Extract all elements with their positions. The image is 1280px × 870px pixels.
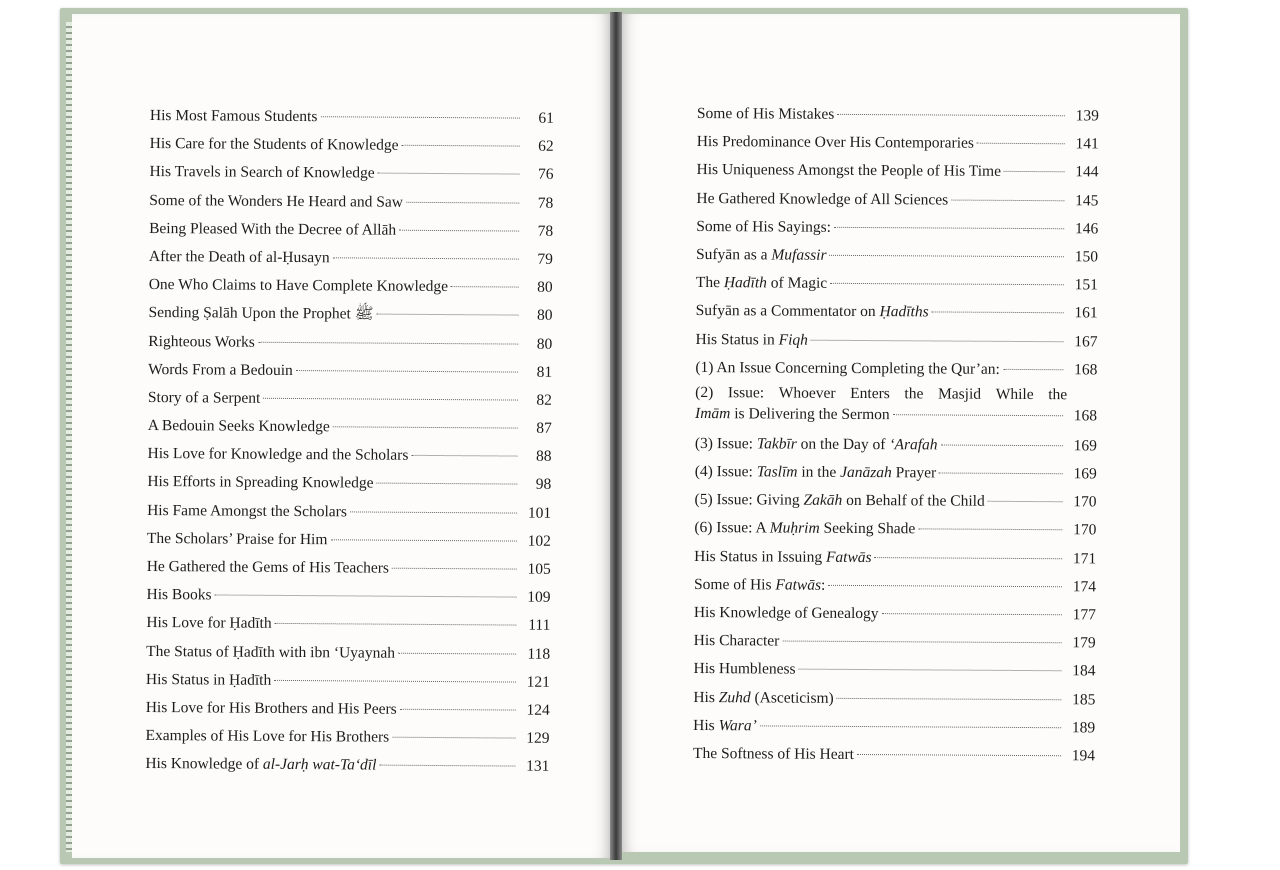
dot-leader [799,669,1062,672]
toc-entry-page-number: 76 [537,166,554,184]
toc-entry-title-text: Sending Ṣalāh Upon the Prophet ﷺ [148,304,374,323]
toc-entry-title-text: He Gathered Knowledge of All Sciences [696,189,949,209]
toc-entry-word: the [904,385,924,403]
toc-entry-title-text: (6) Issue: A [694,519,770,537]
toc-entry[interactable] [695,354,1097,385]
toc-entry[interactable] [149,215,553,246]
toc-entry-page-number: 174 [1072,578,1097,596]
toc-entry-title [146,609,271,638]
toc-entry-title-text: Examples of His Love for His Brothers [145,727,390,746]
toc-entry-title-text: His Character [693,632,780,650]
toc-entry-title-text: (3) Issue: [694,434,757,453]
dot-leader [837,114,1065,116]
toc-entry-title [145,722,389,752]
toc-entry-title-italic: Zuhd [718,688,751,706]
toc-entry[interactable] [148,412,552,443]
dot-leader [988,501,1063,502]
toc-entry-title [694,514,915,543]
toc-entry-title-text: His Love for Ḥadīth [146,614,272,633]
dot-leader [941,444,1063,446]
toc-entry-title [148,327,255,356]
toc-entry-title [149,243,330,272]
toc-entry-word: Enters [850,384,890,403]
dot-leader [392,737,515,739]
toc-entry-title [148,356,293,385]
dot-leader [296,370,518,373]
toc-entry-title-italic: ‘Arafah [889,436,938,454]
toc-entry-page-number: 184 [1072,662,1096,680]
toc-entry-page-number: 171 [1072,549,1097,568]
dot-leader [760,725,1061,728]
toc-entry-title-text: His Love for Knowledge and the Scholars [147,445,409,465]
toc-entry-page-number: 82 [536,391,552,409]
dot-leader [830,255,1065,257]
toc-entry-title-text: (Asceticism) [750,688,834,707]
dot-leader [330,539,517,541]
toc-entry-title [694,571,826,600]
dot-leader [918,529,1062,531]
toc-entry-title [146,581,211,609]
toc-entry-title-text: His Uniqueness Amongst the People of His Time [696,161,1002,181]
toc-entry-title [147,525,328,554]
toc-entry-title [147,553,389,583]
toc-entry[interactable] [148,384,552,415]
toc-entry-title-text: The [695,274,724,292]
toc-entry[interactable] [695,430,1097,461]
toc-entry-title-text: Some of the Wonders He Heard and Saw [149,191,404,211]
toc-entry-title-text: After the Death of al-Ḥusayn [148,247,330,267]
toc-entry-page-number: 168 [1073,407,1098,425]
toc-entry-title-text: His Status in Issuing [694,547,827,566]
toc-entry-page-number: 169 [1073,465,1097,483]
toc-entry-page-number: 179 [1072,634,1096,652]
toc-entry-page-number: 131 [526,757,550,776]
toc-entry[interactable] [146,581,550,612]
toc-entry-title-text: Sufyān as a [696,245,772,264]
toc-entry[interactable] [697,128,1099,159]
toc-entry-title [146,666,271,695]
toc-entry[interactable] [147,525,551,556]
toc-entry-title-text: Words From a Bedouin [148,360,293,379]
toc-entry-page-number: 170 [1073,493,1097,511]
dot-leader [320,116,519,118]
toc-entry-title-text: (1) An Issue Concerning Completing the Qur’an: [695,358,1000,378]
toc-entry[interactable] [149,243,553,274]
toc-entry-title-text: His Fame Amongst the Scholars [147,501,347,521]
dot-leader [399,229,519,231]
toc-entry[interactable] [148,356,552,387]
toc-entry[interactable] [150,102,554,133]
toc-entry-page-number: 118 [527,645,551,663]
toc-entry-title [693,740,854,769]
toc-entry-title-text: is Delivering the Sermon [730,405,890,424]
toc-entry-page-number: 109 [527,588,551,606]
toc-entry-page-number: 81 [536,363,553,381]
toc-entry-title-text: on the Day of [796,435,890,454]
toc-entry-page-number: 62 [538,137,554,156]
dot-leader [378,173,520,175]
toc-entry-title [150,102,318,131]
toc-entry-word: Masjid [937,385,982,403]
toc-entry[interactable] [696,297,1098,328]
toc-entry-title [694,486,984,516]
toc-entry-page-number: 194 [1071,747,1096,765]
toc-entry-title-text: One Who Claims to Have Complete Knowledge [148,276,449,296]
dot-leader [1003,369,1064,370]
toc-entry-title-text: Some of His Sayings: [696,217,832,236]
toc-entry[interactable] [694,599,1096,630]
dot-leader [939,473,1063,475]
toc-entry-title [146,694,397,724]
toc-entry-title-text: Seeking Shade [819,520,916,538]
toc-entry-title [694,627,780,656]
toc-entry-page-number: 98 [535,476,552,494]
toc-entry-page-number: 185 [1072,690,1096,709]
toc-entry-title [693,712,757,740]
toc-entry[interactable] [149,187,553,218]
toc-entry-title-text: His [693,716,719,734]
toc-entry-title [697,100,835,129]
dot-leader [263,398,518,401]
toc-entry-title-text: of Magic [766,274,828,292]
toc-entry-title [696,213,831,242]
toc-entry-page-number: 145 [1075,191,1099,210]
toc-entry-page-number: 161 [1074,304,1098,322]
toc-entry-title-italic: Fatwās [775,576,822,594]
toc-entry[interactable] [149,158,553,189]
dot-leader [275,623,517,626]
toc-entry-title [149,187,403,217]
toc-entry-word: Issue: [727,384,765,402]
toc-entry[interactable] [148,327,552,358]
toc-entry[interactable] [147,553,551,584]
toc-entry[interactable] [696,213,1098,244]
toc-entry-page-number: 124 [526,701,550,719]
toc-entry-title-italic: Wara’ [718,716,757,735]
toc-entry[interactable] [145,750,549,781]
toc-entry[interactable] [694,571,1096,602]
toc-entry[interactable] [695,382,1097,432]
dot-leader [258,341,518,344]
toc-entry-title-text: His Knowledge of Genealogy [693,603,879,623]
toc-entry[interactable] [696,269,1098,300]
toc-entry-title [696,269,827,298]
toc-entry-title-text: His [693,688,719,706]
toc-entry-title-text: His Efforts in Spreading Knowledge [147,473,374,493]
toc-entry-title [694,543,872,572]
toc-entry-title-text: Being Pleased With the Decree of Allāh [149,219,397,239]
toc-entry[interactable] [696,185,1098,216]
toc-entry-title-text: (4) Issue: [694,463,757,481]
toc-entry-page-number: 80 [536,307,553,325]
toc-entry-page-number: 146 [1074,220,1099,238]
toc-entry-page-number: 121 [526,673,551,691]
toc-entry-page-number: 61 [538,109,554,127]
toc-entry[interactable] [693,684,1095,715]
toc-entry-title [150,130,399,160]
toc-entry[interactable] [149,271,553,302]
toc-entry-title [696,241,827,270]
toc-entry-title-text: Story of a Serpent [147,388,261,407]
toc-entry-page-number: 167 [1074,332,1098,350]
dot-leader [834,227,1064,229]
toc-entry-page-number: 141 [1075,135,1099,153]
toc-entry-title-text: His Travels in Search of Knowledge [149,163,375,182]
toc-entry-word: the [1048,386,1068,404]
toc-entry-page-number: 78 [537,194,554,212]
toc-entry-page-number: 168 [1074,360,1098,379]
toc-entry-page-number: 87 [536,419,552,437]
toc-entry-title [696,185,948,215]
dot-leader [1004,171,1065,172]
toc-entry[interactable] [146,694,550,725]
toc-entry[interactable] [147,497,551,528]
toc-entry-title [149,215,396,245]
toc-entry-title-text: Sufyān as a Commentator on [695,302,880,321]
toc-entry-title [148,412,330,441]
dot-leader [274,680,516,683]
toc-entry-title-italic: Taslīm [756,463,798,481]
toc-entry-title-text: He Gathered the Gems of His Teachers [146,557,390,577]
toc-entry-word: Whoever [778,384,836,402]
toc-entry-title-text: His Care for the Students of Knowledge [149,135,399,154]
dot-leader [932,312,1064,314]
toc-entry-title [146,638,395,668]
toc-entry-page-number: 105 [527,560,551,578]
toc-entry[interactable] [694,486,1096,517]
toc-entry-title [149,158,374,188]
right-toc-list [693,100,1099,771]
toc-entry[interactable] [145,722,549,753]
dot-leader [402,145,520,147]
toc-entry-title-text: on Behalf of the Child [842,492,985,511]
toc-entry-page-number: 88 [535,447,552,466]
dot-leader [333,426,518,428]
toc-entry[interactable] [693,655,1095,686]
toc-entry-title [695,458,937,487]
toc-entry-title [694,599,879,628]
dot-leader [882,613,1062,615]
toc-entry[interactable] [147,440,551,471]
toc-entry-title [147,497,347,526]
toc-entry-title-text: Some of His Mistakes [696,104,835,123]
dot-leader [451,286,519,287]
toc-entry-title-italic: Zakāh [803,491,843,510]
toc-entry-word: While [995,385,1034,403]
toc-entry-title [693,655,795,684]
toc-entry-title [693,684,834,713]
toc-entry-title-text: His Status in [695,330,779,349]
toc-entry-title-text: His Love for His Brothers and His Peers [145,698,397,718]
dot-leader [875,557,1063,559]
toc-entry-page-number: 150 [1074,248,1099,266]
toc-entry-title-italic: Ḥadīth [723,274,767,292]
toc-entry-title [696,156,1001,186]
toc-entry-title [147,468,373,498]
toc-entry-title [148,384,261,413]
dot-leader [376,483,517,485]
toc-entry-title-text: in the [797,463,841,481]
toc-entry-title-italic: Muḥrim [769,519,820,538]
dot-leader [837,697,1062,699]
toc-entry-title-italic: Imām [695,404,731,423]
toc-entry-title-italic: Fatwās [825,548,872,566]
toc-entry-title-text: His Books [146,586,212,604]
toc-entry-title-text: His Predominance Over His Contemporaries [696,133,975,152]
toc-entry[interactable] [694,514,1096,545]
dot-leader [379,765,515,767]
toc-entry-title-text: His Status in Ḥadīth [145,670,272,689]
toc-entry-page-number: 139 [1075,107,1099,125]
toc-entry-page-number: 169 [1073,437,1097,455]
toc-entry-title-text: A Bedouin Seeks Knowledge [147,417,330,436]
toc-entry-page-number: 102 [527,532,552,550]
toc-entry[interactable] [696,241,1098,272]
toc-entry[interactable] [694,543,1096,574]
toc-entry[interactable] [695,458,1097,489]
toc-entry[interactable] [693,740,1095,771]
toc-entry[interactable] [697,100,1099,131]
toc-entry-title [145,750,376,780]
toc-entry-title-text: (5) Issue: Giving [694,491,804,509]
toc-entry-page-number: 177 [1072,606,1096,624]
dot-leader [951,199,1064,201]
toc-entry-title-line2 [695,403,890,425]
toc-entry[interactable] [148,299,552,330]
toc-entry[interactable] [146,666,550,697]
toc-entry[interactable] [695,325,1097,356]
toc-entry-title-text: The Status of Ḥadīth with ibn ‘Uyaynah [146,642,396,662]
toc-entry-word: (2) [695,383,714,401]
toc-entry[interactable] [150,130,554,161]
dot-leader [215,595,517,598]
dot-leader [376,314,518,316]
dot-leader [411,455,517,457]
dot-leader [830,283,1064,285]
toc-entry-title-italic: Takbīr [756,435,797,453]
book-spine-gutter [610,12,622,860]
toc-entry-page-number: 78 [537,222,554,240]
toc-entry-title [695,325,808,354]
dot-leader [333,257,519,259]
toc-entry-title-italic: al-Jarḥ wat-Ta‘dīl [262,756,377,774]
left-toc-list [145,102,554,781]
dot-leader [350,511,517,513]
toc-entry-page-number: 101 [527,504,552,522]
toc-entry-title [696,297,929,326]
dot-leader [406,201,519,203]
dot-leader [782,641,1061,644]
toc-entry[interactable] [694,627,1096,658]
toc-entry-title-text: The Scholars’ Praise for Him [146,529,328,549]
toc-entry-title [147,440,408,470]
dot-leader [977,143,1065,145]
toc-entry-title-italic: Mufassir [771,246,827,264]
toc-entry-title-text: Prayer [891,464,937,482]
toc-entry-title-italic: Janāzah [840,463,892,482]
toc-entry-page-number: 111 [528,617,551,635]
toc-entry-title-text: : [821,576,826,594]
toc-entry[interactable] [146,638,550,669]
toc-entry-title-text: His Knowledge of [145,755,263,774]
toc-entry-title [148,299,373,329]
toc-entry[interactable] [696,156,1098,187]
toc-entry-page-number: 189 [1071,719,1096,737]
toc-entry-title-italic: Ḥadīths [879,303,929,321]
toc-entry-page-number: 151 [1074,276,1098,294]
toc-entry[interactable] [146,609,550,640]
toc-entry-title [695,354,1000,384]
toc-entry-page-number: 170 [1073,521,1097,539]
dot-leader [857,754,1061,756]
toc-entry-title [695,430,938,459]
toc-entry-title-text: Righteous Works [148,332,255,351]
toc-entry-page-number: 79 [537,250,553,268]
dot-leader [893,414,1063,416]
toc-entry-page-number: 80 [537,278,553,296]
toc-entry-page-number: 129 [526,729,550,747]
toc-entry-title-text: His Most Famous Students [149,106,318,126]
toc-entry-page-number: 80 [536,335,553,353]
dot-leader [392,568,517,570]
toc-entry-title-text: Some of His [693,575,776,594]
toc-entry[interactable] [693,712,1095,743]
toc-entry-title [697,128,974,158]
dot-leader [400,709,516,711]
toc-entry-title-text: The Softness of His Heart [692,744,855,763]
toc-entry-title-italic: Fiqh [778,331,808,349]
toc-entry-title-line1 [695,382,1067,405]
dot-leader [828,585,1062,587]
toc-entry-title [149,271,449,301]
dot-leader [811,339,1064,342]
toc-entry-title-text: His Humbleness [693,660,796,678]
toc-entry-page-number: 144 [1075,163,1099,181]
toc-entry[interactable] [147,468,551,499]
dot-leader [398,652,516,654]
